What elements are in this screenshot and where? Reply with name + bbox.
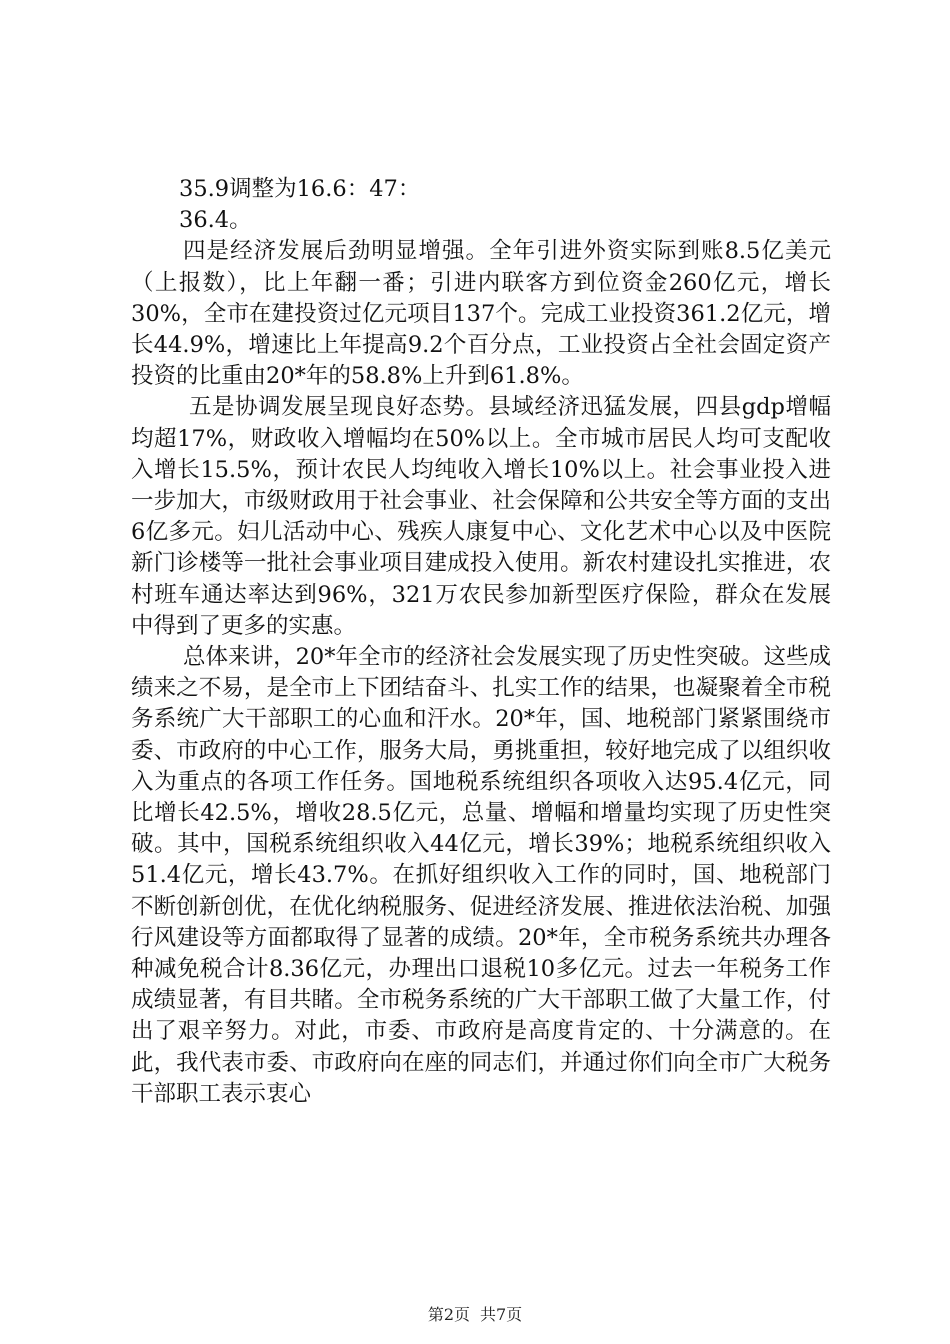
document-body [131,174,831,1110]
page-number: 第2页 [427,1305,470,1324]
paragraph-summary: 总体来讲，20*年全市的经济社会发展实现了历史性突破。这些成绩来之不易，是全市上下团结奋斗、扎实工作的结果，也凝聚着全市税务系统广大干部职工的心血和汗水。20*年，国、地税部门紧紧围绕市委、市政府的中心工作，服务大局，勇挑重担，较好地完成了以组织收入为重点的各项工作任务。国地税系统组织各项收入达95.4亿元，同比增长42.5%，增收28.5亿元，总量、增幅和增量均实现了历史性突破。其中，国税系统组织收入44亿元，增长39%；地税系统组织收入51.4亿元，增长43.7%。在抓好组织收入工作的同时，国、地税部门不断创新创优，在优化纳税服务、促进经济发展、推进依法治税、加强行风建设等方面都取得了显著的成绩。20*年，全市税务系统共办理各种减免税合计8.36亿元，办理出口退税10多亿元。过去一年税务工作成绩显著，有目共睹。全市税务系统的广大干部职工做了大量工作，付出了艰辛努力。对此，市委、市政府是高度肯定的、十分满意的。在此，我代表市委、市政府向在座的同志们，并通过你们向全市广大税务干部职工表示衷心 [131,644,831,1107]
page-footer [0,1302,950,1325]
paragraph-ratio-end: 36.4。 [179,207,252,234]
paragraph-ratio-line: 35.9调整为16.6：47： [179,176,421,202]
page-total: 共7页 [480,1305,523,1324]
paragraph-economic-momentum: 四是经济发展后劲明显增强。全年引进外资实际到账8.5亿美元（上报数），比上年翻一番；引进内联客方到位资金260亿元，增长30%，全市在建投资过亿元项目137个。完成工业投资361.2亿元，增长44.9%，增速比上年提高9.2个百分点，工业投资占全社会固定资产投资的比重由20*年的58.8%上升到61.8%。 [131,238,831,390]
paragraph-coordinated-development: 五是协调发展呈现良好态势。县域经济迅猛发展，四县gdp增幅均超17%，财政收入增幅均在50%以上。全市城市居民人均可支配收入增长15.5%，预计农民人均纯收入增长10%以上。社会事业投入进一步加大，市级财政用于社会事业、社会保障和公共安全等方面的支出6亿多元。妇儿活动中心、残疾人康复中心、文化艺术中心以及中医院新门诊楼等一批社会事业项目建成投入使用。新农村建设扎实推进，农村班车通达率达到96%，321万农民参加新型医疗保险，群众在发展中得到了更多的实惠。 [131,394,831,639]
